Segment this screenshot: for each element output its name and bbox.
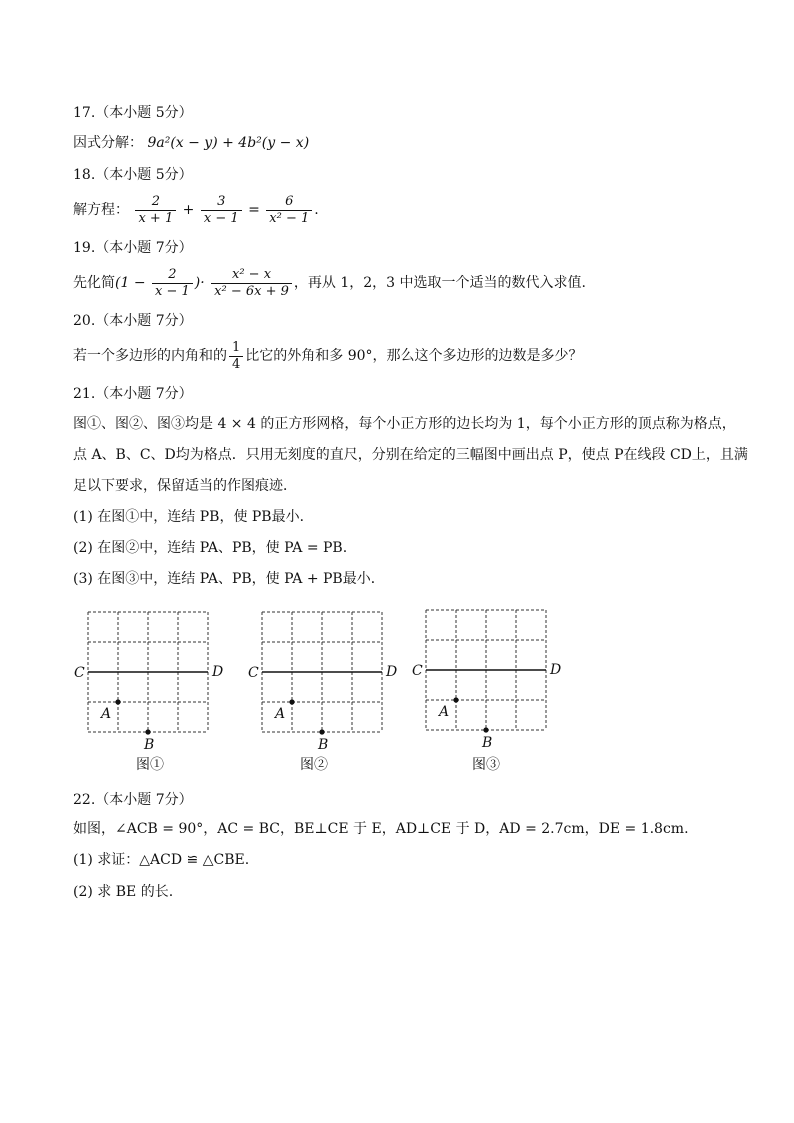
- q17-prompt: 因式分解：: [73, 135, 143, 151]
- q18-plus: +: [182, 202, 195, 218]
- grid2-point-a: [289, 699, 294, 704]
- q21-line-3: 足以下要求，保留适当的作图痕迹．: [73, 478, 297, 494]
- grid3-label-c: C: [412, 663, 423, 679]
- grid3-point-b: [483, 727, 488, 732]
- q19-close-paren: )·: [194, 275, 205, 291]
- grid2-label-c: C: [248, 665, 259, 681]
- q21-sub-2: (2) 在图②中，连结 PA、PB，使 PA = PB.: [73, 540, 348, 556]
- q18-fraction-1: $\frac{2}{x + 1}$: [135, 194, 176, 227]
- q17-header: 17.（本小题 5分）: [73, 105, 193, 121]
- q21-figures: [0, 600, 794, 760]
- q21-header: 21.（本小题 7分）: [73, 386, 193, 402]
- q19-prompt: 先化简: [73, 275, 115, 291]
- grid1-point-a: [115, 699, 120, 704]
- q22-sub-2: (2) 求 BE 的长.: [73, 884, 174, 900]
- q21-sub-1: (1) 在图①中，连结 PB，使 PB最小．: [73, 509, 314, 525]
- q18-fraction-2: $\frac{3}{x - 1}$: [201, 194, 242, 227]
- q18-period: .: [314, 202, 319, 218]
- q21-sub-3: (3) 在图③中，连结 PA、PB，使 PA + PB最小．: [73, 571, 385, 587]
- q19-fraction-1: $\frac{2}{x - 1}$: [152, 267, 193, 300]
- grid3-label-b: B: [482, 735, 493, 751]
- q19-tail: ，再从 1，2，3 中选取一个适当的数代入求值.: [293, 275, 586, 291]
- grid2-point-b: [319, 729, 324, 734]
- q19-body: [73, 266, 586, 300]
- q19-open-paren: (1 −: [115, 275, 146, 291]
- q20-fraction: $\frac{1}{4}$: [229, 340, 243, 373]
- q19-header: 19.（本小题 7分）: [73, 240, 193, 256]
- q17-expression: 9a²(x − y) + 4b²(y − x): [147, 135, 310, 151]
- grid2-label-a: A: [275, 706, 286, 722]
- grid2-label-b: B: [318, 737, 329, 753]
- q20-pre: 若一个多边形的内角和的: [73, 348, 227, 364]
- grid1-label-b: B: [144, 737, 155, 753]
- grid1-label-c: C: [74, 665, 85, 681]
- q18-fraction-3: $\frac{6}{\text{x² − 1}}$: [266, 194, 312, 227]
- q22-sub-1: (1) 求证：△ACD ≌ △CBE.: [73, 852, 250, 868]
- grid1-label-d: D: [212, 664, 224, 680]
- q20-body: [73, 339, 583, 373]
- q21-line-1: 图①、图②、图③均是 4 × 4 的正方形网格，每个小正方形的边长均为 1，每个小正方形的顶点称为格点，: [73, 416, 736, 432]
- grid1-point-b: [145, 729, 150, 734]
- q18-header: 18.（本小题 5分）: [73, 167, 193, 183]
- grid3-point-a: [453, 697, 458, 702]
- q19-fraction-2: $\frac{\text{x² − x}}{\text{x² − 6x + 9}}$: [211, 267, 292, 300]
- q17-body: [73, 133, 309, 153]
- q22-line-1: 如图，∠ACB = 90°，AC = BC，BE⊥CE 于 E，AD⊥CE 于 D，AD = 2.7cm，DE = 1.8cm.: [73, 821, 689, 837]
- fig-label-1: 图①: [136, 757, 164, 773]
- q21-line-2: 点 A、B、C、D均为格点．只用无刻度的直尺，分别在给定的三幅图中画出点 P，使点 P在线段 CD上，且满: [73, 447, 748, 463]
- grid3-label-a: A: [439, 704, 450, 720]
- grid3-label-d: D: [550, 662, 562, 678]
- q20-header: 20.（本小题 7分）: [73, 313, 193, 329]
- q18-body: [73, 193, 319, 227]
- grid2-label-d: D: [386, 664, 398, 680]
- q22-header: 22.（本小题 7分）: [73, 792, 193, 808]
- q20-post: 比它的外角和多 90°，那么这个多边形的边数是多少？: [245, 348, 583, 364]
- q18-prompt: 解方程：: [73, 202, 129, 218]
- grid1-label-a: A: [101, 706, 112, 722]
- fig-label-3: 图③: [472, 757, 500, 773]
- q18-equals: =: [248, 202, 260, 218]
- fig-label-2: 图②: [300, 757, 328, 773]
